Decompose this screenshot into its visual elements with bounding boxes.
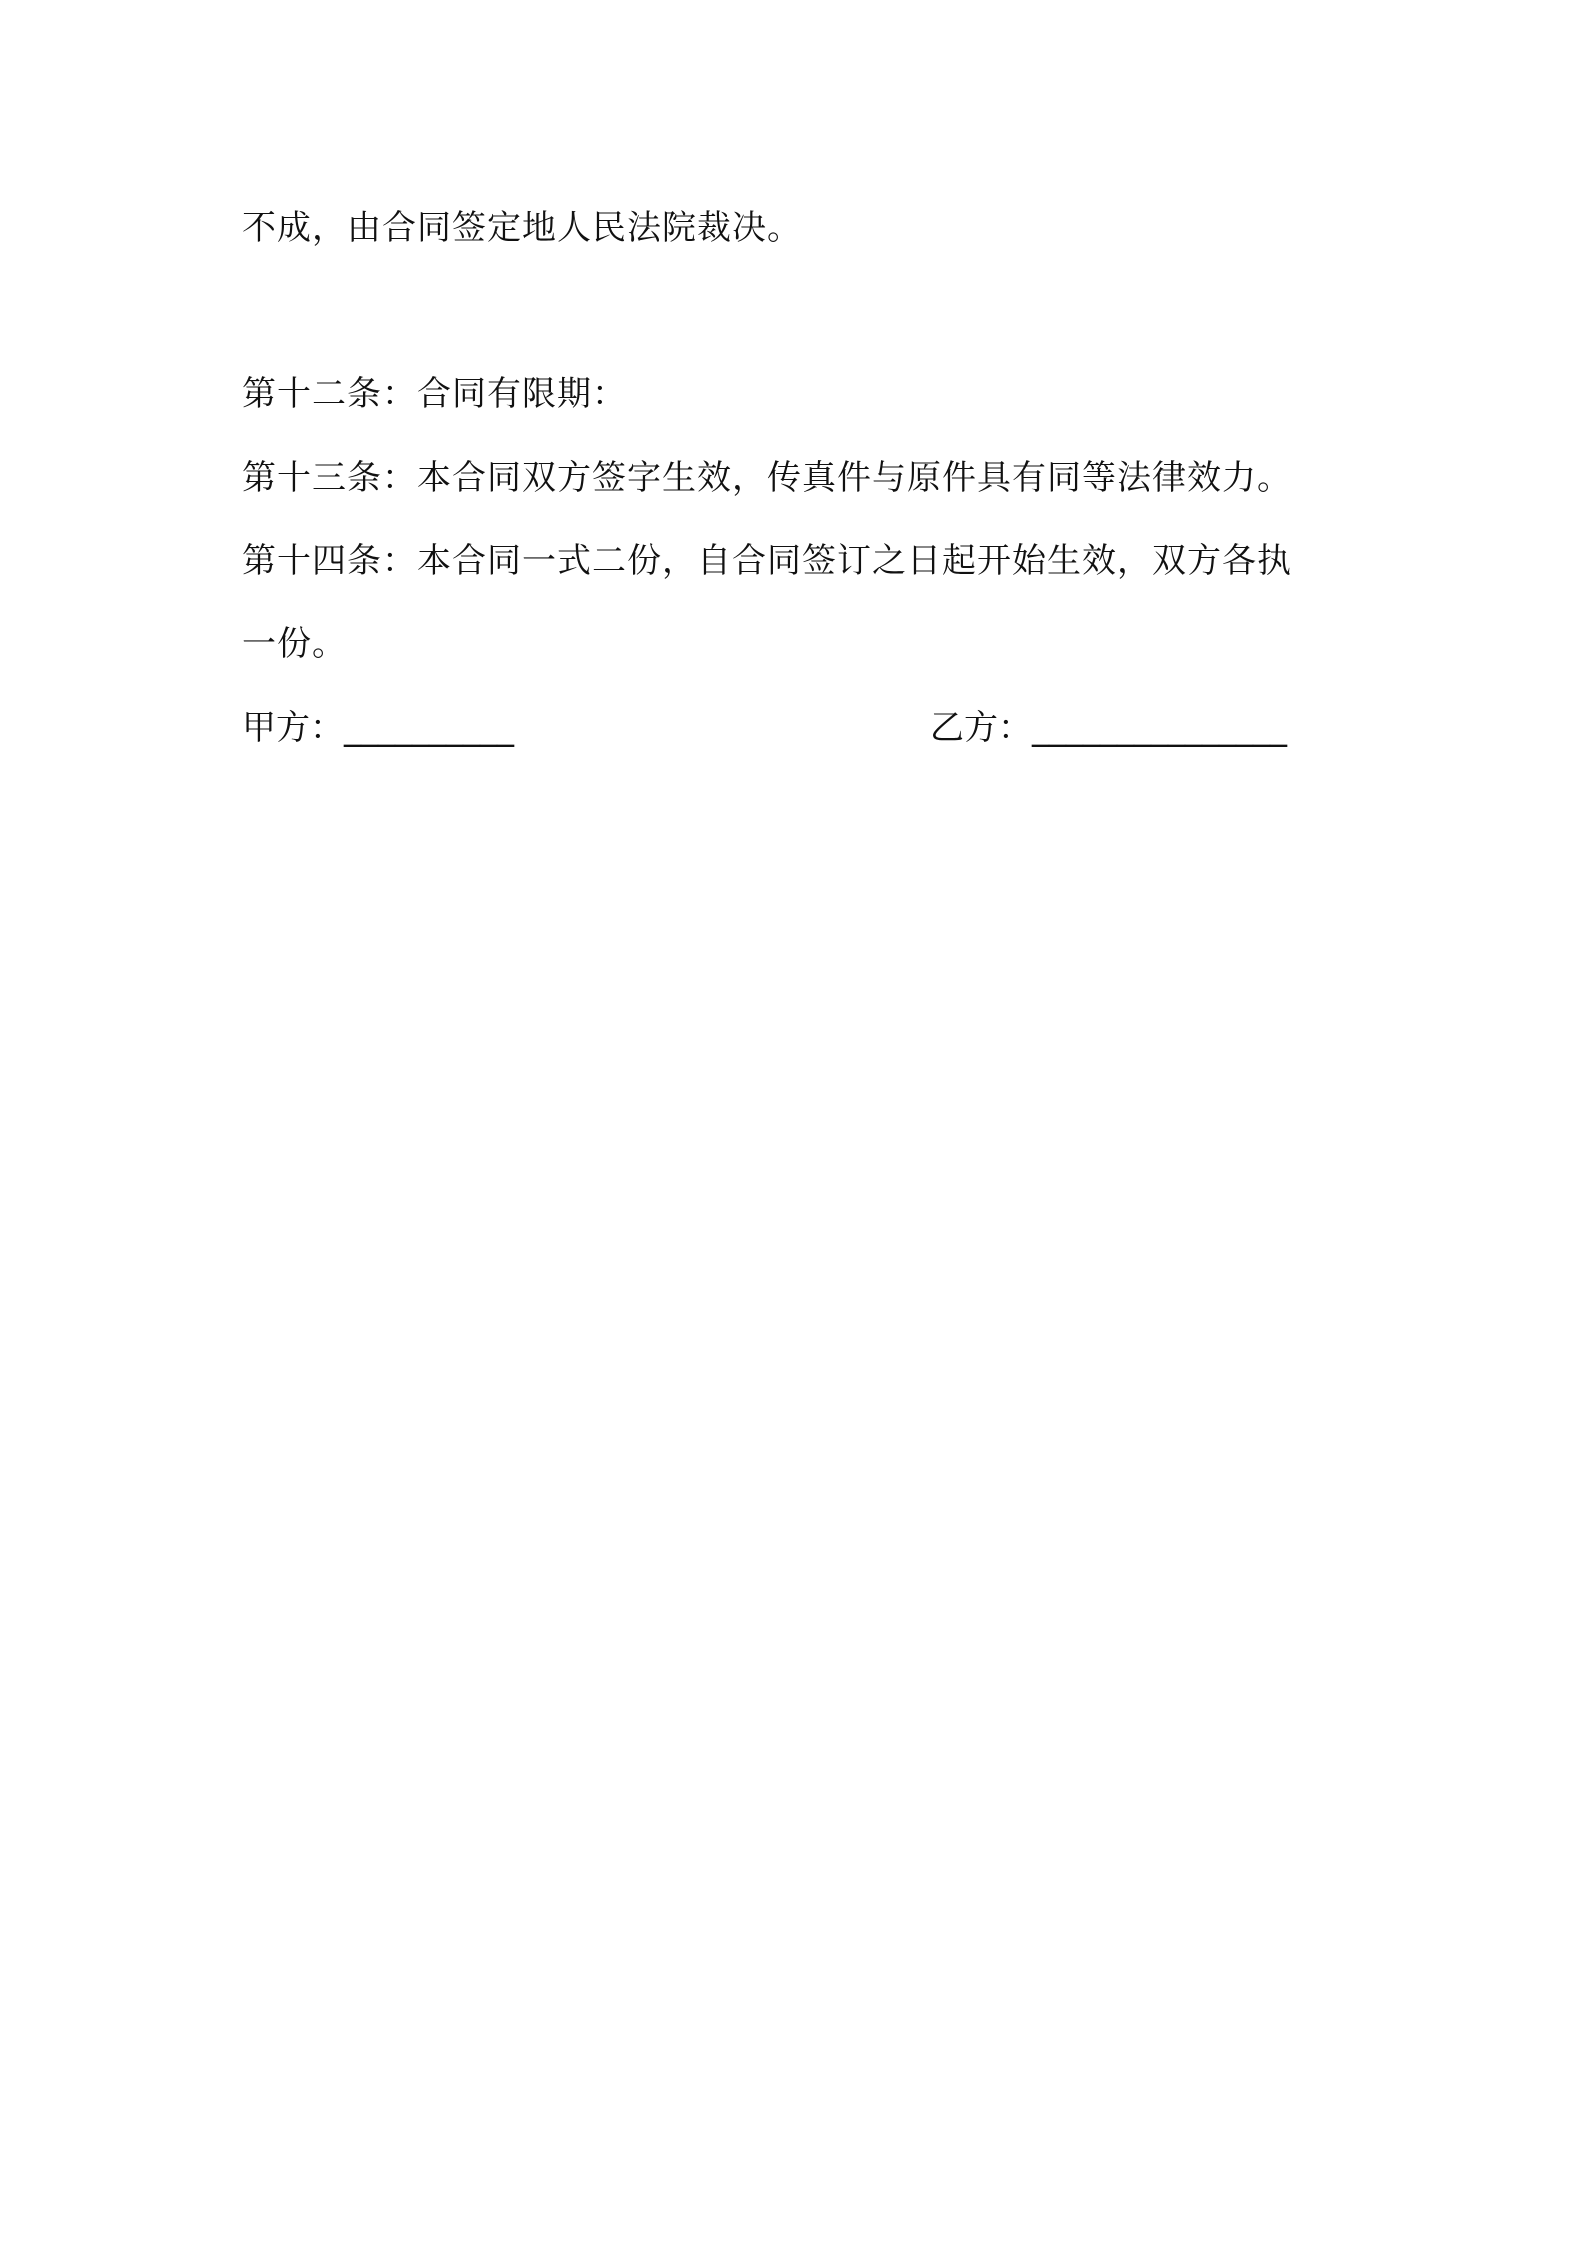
article-14-continued: 一份。 (242, 624, 347, 664)
party-b-signature: 乙方：_______________ (930, 708, 1287, 748)
article-13: 第十三条：本合同双方签字生效，传真件与原件具有同等法律效力。 (242, 458, 1292, 498)
article-14: 第十四条：本合同一式二份，自合同签订之日起开始生效，双方各执 (242, 541, 1292, 581)
paragraph-dispute-resolution: 不成，由合同签定地人民法院裁决。 (242, 208, 802, 248)
signature-row (242, 706, 1352, 750)
article-12: 第十二条：合同有限期： (242, 374, 627, 414)
party-a-signature: 甲方：__________ (242, 708, 514, 748)
